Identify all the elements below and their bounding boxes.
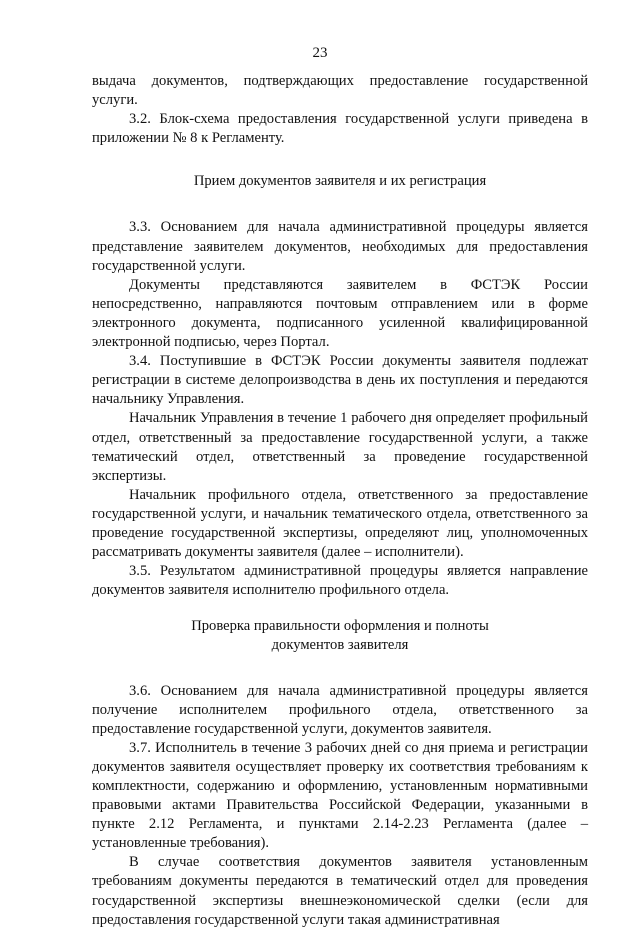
paragraph: 3.3. Основанием для начала административной процедуры является представление заявителем документов, необходимых для предоставления государственной услуги. — [92, 219, 588, 274]
document-body — [92, 72, 588, 930]
paragraph: Начальник Управления в течение 1 рабочего дня определяет профильный отдел, ответственный за предоставление государственной услуги, а также тематический отдел, ответственный за проведение государственной экспертизы. — [92, 410, 588, 484]
paragraph: 3.7. Исполнитель в течение 3 рабочих дней со дня приема и регистрации документов заявителя осуществляет проверку их соответствия требованиям к комплектности, содержанию и оформлению, установленным нормативными правовыми актами Правительства Российской Федерации, указанными в пункте 2.12 Регламента, и пунктами 2.14-2.23 Регламента (далее – установленные требования). — [92, 739, 588, 852]
paragraph: 3.6. Основанием для начала административной процедуры является получение исполнителем профильного отдела, ответственного за предоставление государственной услуги, документов заявителя. — [92, 682, 588, 737]
paragraph: выдача документов, подтверждающих предоставление государственной услуги. — [92, 73, 588, 109]
section-heading-line: документов заявителя — [271, 637, 409, 654]
paragraph: 3.5. Результатом административной процедуры является направление документов заявителя исполнителю профильного отдела. — [92, 563, 588, 599]
paragraph: В случае соответствия документов заявителя установленным требованиям документы передаются в тематический отдел для проведения государственной экспертизы внешнеэкономической сделки (если для предоставления государственной услуги такая административная — [92, 854, 588, 928]
section-heading: Прием документов заявителя и их регистрация — [193, 173, 487, 190]
section-heading — [92, 617, 588, 655]
paragraph: 3.2. Блок-схема предоставления государственной услуги приведена в приложении № 8 к Регламенту. — [92, 111, 588, 147]
paragraph: Документы представляются заявителем в ФСТЭК России непосредственно, направляются почтовым отправлением или в форме электронного документа, подписанного усиленной квалифицированной электронной подписью, через Портал. — [92, 276, 588, 351]
page-number: 23 — [312, 45, 328, 61]
paragraph: Начальник профильного отдела, ответственного за предоставление государственной услуги, и начальник тематического отдела, ответственного за проведение государственной экспертизы, определяют лиц, уполномоченных рассматривать документы заявителя (далее – исполнители). — [92, 486, 588, 561]
section-heading-line: Проверка правильности оформления и полноты — [191, 618, 489, 635]
paragraph: 3.4. Поступившие в ФСТЭК России документы заявителя подлежат регистрации в системе делопроизводства в день их поступления и передаются начальнику Управления. — [92, 353, 588, 408]
